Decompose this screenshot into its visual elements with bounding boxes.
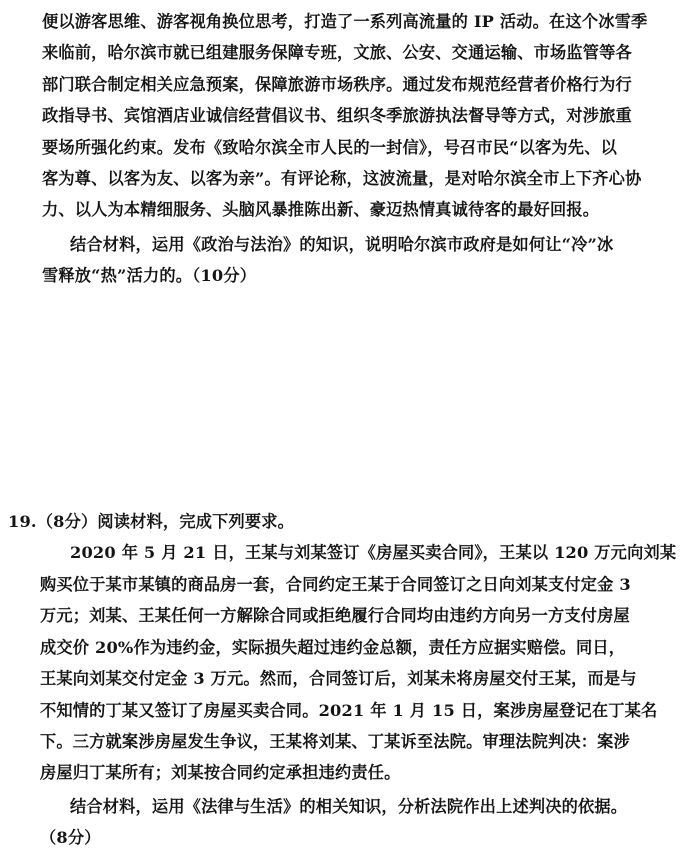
material-line: 下。三方就案涉房屋发生争议，王某将刘某、丁某诉至法院。审理法院判决：案涉: [40, 732, 630, 751]
material-line: 王某向刘某交付定金 3 万元。然而，合同签订后，刘某未将房屋交付王某，而是与: [40, 669, 637, 688]
material-line: 来临前，哈尔滨市就已组建服务保障专班，文旅、公安、交通运输、市场监管等各: [42, 43, 632, 62]
material-line: 客为尊、以客为友、以客为亲”。有评论称，这波流量，是对哈尔滨全市上下齐心协: [42, 169, 642, 188]
question-18-task: 结合材料，运用《政治与法治》的知识，说明哈尔滨市政府是如何让“冷”冰: [70, 235, 614, 254]
material-line: 2020 年 5 月 21 日，王某与刘某签订《房屋买卖合同》，王某以 120 万元向刘某: [70, 543, 677, 562]
material-line: 部门联合制定相关应急预案，保障旅游市场秩序。通过发布规范经营者价格行为行: [42, 75, 632, 94]
material-line: 便以游客思维、游客视角换位思考，打造了一系列高流量的 IP 活动。在这个冰雪季: [42, 12, 648, 31]
question-19-heading: 19.（8分）阅读材料，完成下列要求。: [8, 512, 295, 531]
material-line: 不知情的丁某又签订了房屋买卖合同。2021 年 1 月 15 日，案涉房屋登记在丁某名: [40, 701, 658, 720]
material-line: 购买位于某市某镇的商品房一套，合同约定王某于合同签订之日向刘某支付定金 3: [40, 575, 631, 594]
material-line: 成交价 20%作为违约金，实际损失超过违约金总额，责任方应据实赔偿。同日，: [40, 638, 626, 657]
question-18-task: 雪释放“热”活力的。（10分）: [42, 266, 257, 285]
material-line: 力、以人为本精细服务、头脑风暴推陈出新、豪迈热情真诚待客的最好回报。: [42, 200, 600, 219]
material-line: 万元；刘某、王某任何一方解除合同或拒绝履行合同均由违约方向另一方支付房屋: [40, 606, 630, 625]
question-19-task: 结合材料，运用《法律与生活》的相关知识，分析法院作出上述判决的依据。: [70, 797, 628, 816]
question-19-task: （8分）: [40, 828, 101, 847]
material-line: 要场所强化约束。发布《致哈尔滨全市人民的一封信》，号召市民“以客为先、以: [42, 138, 617, 157]
material-line: 政指导书、宾馆酒店业诚信经营倡议书、组织冬季旅游执法督导等方式，对涉旅重: [42, 106, 632, 125]
material-line: 房屋归丁某所有；刘某按合同约定承担违约责任。: [40, 763, 401, 782]
